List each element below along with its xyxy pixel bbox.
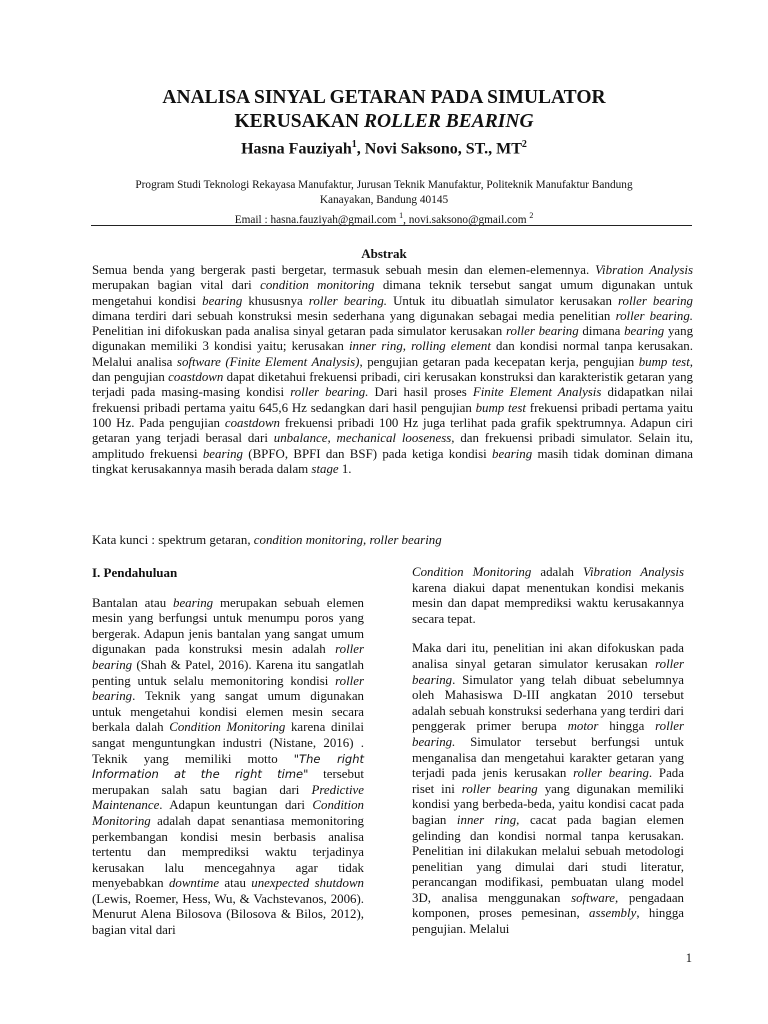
right-paragraph-1: Condition Monitoring adalah Vibration Analysis karena diakui dapat menentukan kondisi mekanis mesin dan dapat memprediksi waktu kerusakannya secara tepat.: [412, 565, 684, 626]
page-number: 1: [685, 951, 692, 965]
affiliation-line-2: Kanayakan, Bandung 40145: [319, 194, 449, 206]
abstract-paragraph: Semua benda yang bergerak pasti bergetar, termasuk sebuah mesin dan elemen-elemennya. Vibration Analysis merupakan bagian vital dari condition monitoring dimana teknik tersebut sangat umum digunakan untuk mengetahui kondisi bearing khususnya roller bearing. Untuk itu dibuatlah simulator kerusakan roller bearing dimana terdiri dari sebuah konstruksi mesin sederhana yang digunakan sebagai media penelitian roller bearing. Penelitian ini difokuskan pada analisa sinyal getaran pada simulator kerusakan roller bearing dimana bearing yang digunakan memiliki 3 kondisi yaitu; kerusakan inner ring, rolling element dan kondisi normal tanpa kerusakan. Melalui analisa software (Finite Element Analysis), pengujian getaran pada kecepatan kerja, pengujian bump test, dan pengujian coastdown dapat diketahui frekuensi pribadi, ciri kerusakan konstruksi dan karakteristik getaran yang terjadi pada masing-masing kondisi roller bearing. Dari hasil proses Finite Element Analysis didapatkan nilai frekuensi pribadi pertama yaitu 645,6 Hz sedangkan dari hasil pengujian bump test frekuensi pribadi pertama yaitu 100 Hz. Pada pengujian coastdown frekuensi pribadi 100 Hz juga terlihat pada grafik spektrumnya. Adapun ciri getaran yang terjadi berasal dari unbalance, mechanical looseness, dan frekuensi pribadi simulator. Selain itu, amplitudo frekuensi bearing (BPFO, BPFI dan BSF) pada ketiga kondisi bearing masih tidak dominan dimana tingkat kerusakannya masih berada dalam stage 1.: [92, 263, 694, 476]
right-paragraph-2: Maka dari itu, penelitian ini akan difokuskan pada analisa sinyal getaran simulator kerusakan roller bearing. Simulator yang telah dibuat sebelumnya oleh Mahasiswa D-III angkatan 2010 tersebut adalah sebuah konstruksi sederhana yang terdiri dari penggerak primer berupa motor hingga roller bearing. Simulator tersebut berfungsi untuk menganalisa dan mengetahui karakter getaran yang terjadi pada jenis kerusakan roller bearing. Pada riset ini roller bearing yang digunakan memiliki kondisi yang berbeda-beda, yaitu kondisi cacat pada bagian inner ring, cacat pada bagian elemen gelinding dan kondisi normal tanpa kerusakan. Penelitian ini dilakukan melalui sebuah metodologi penelitian yang dimulai dari studi literatur, perancangan modifikasi, pembuatan ulang model 3D, analisa menggunakan software, pengadaan komponen, proses pemesinan, assembly, hingga pengujian. Melalui: [412, 641, 684, 937]
author-2: Novi Saksono, ST., MT: [364, 140, 522, 158]
section-heading-introduction: I. Pendahuluan: [92, 565, 178, 580]
keywords-line: Kata kunci : spektrum getaran, condition monitoring, roller bearing: [92, 533, 442, 547]
email-line: Email : hasna.fauziyah@gmail.com $^1$, novi.saksono@gmail.com $^2$: [234, 211, 534, 226]
header-divider: [91, 225, 692, 226]
author-1: Hasna Fauziyah: [241, 140, 352, 158]
paper-title: [0, 86, 768, 134]
motto-quote: "The right Information at the right time": [92, 751, 364, 782]
title-line-2: KERUSAKAN ROLLER BEARING: [234, 111, 534, 132]
left-column: [92, 565, 364, 939]
paragraph-gap: [412, 627, 684, 641]
affiliation-line-1: Program Studi Teknologi Rekayasa Manufaktur, Jurusan Teknik Manufaktur, Politeknik Manufaktur Bandung: [135, 179, 633, 191]
intro-paragraph-1: Bantalan atau bearing merupakan sebuah elemen mesin yang berfungsi untuk menumpu poros yang bergerak. Adapun jenis bantalan yang sangat umum digunakan pada konstruksi mesin adalah roller bearing (Shah & Patel, 2016). Karena itu sangatlah penting untuk selalu memonitoring kondisi roller bearing. Teknik yang sangat umum digunakan untuk mengetahui kondisi elemen mesin secara berkala dalah Condition Monitoring karena dinilai sangat menguntungkan industri (Nistane, 2016) . Teknik yang memiliki motto "The right Information at the right time" tersebut merupakan salah satu bagian dari Predictive Maintenance. Adapun keuntungan dari Condition Monitoring adalah dapat senantiasa memonitoring perkembangan kondisi mesin berbasis analisa tertentu dan memprediksi waktu terjadinya kerusakan lalu mencegahnya agar tidak menyebabkan downtime atau unexpected shutdown (Lewis, Roemer, Hess, Wu, & Vachstevanos, 2006). Menurut Alena Bilosova (Bilosova & Bilos, 2012), bagian vital dari: [92, 595, 364, 938]
abstract-body: [92, 263, 693, 477]
affiliation: [100, 178, 668, 228]
title-line-1: ANALISA SINYAL GETARAN PADA SIMULATOR: [162, 87, 606, 108]
author-list: Hasna Fauziyah$^1$, Novi Saksono, ST., $MT^2$: [241, 139, 527, 158]
right-column: [412, 565, 684, 938]
abstract-heading: Abstrak: [361, 246, 407, 261]
